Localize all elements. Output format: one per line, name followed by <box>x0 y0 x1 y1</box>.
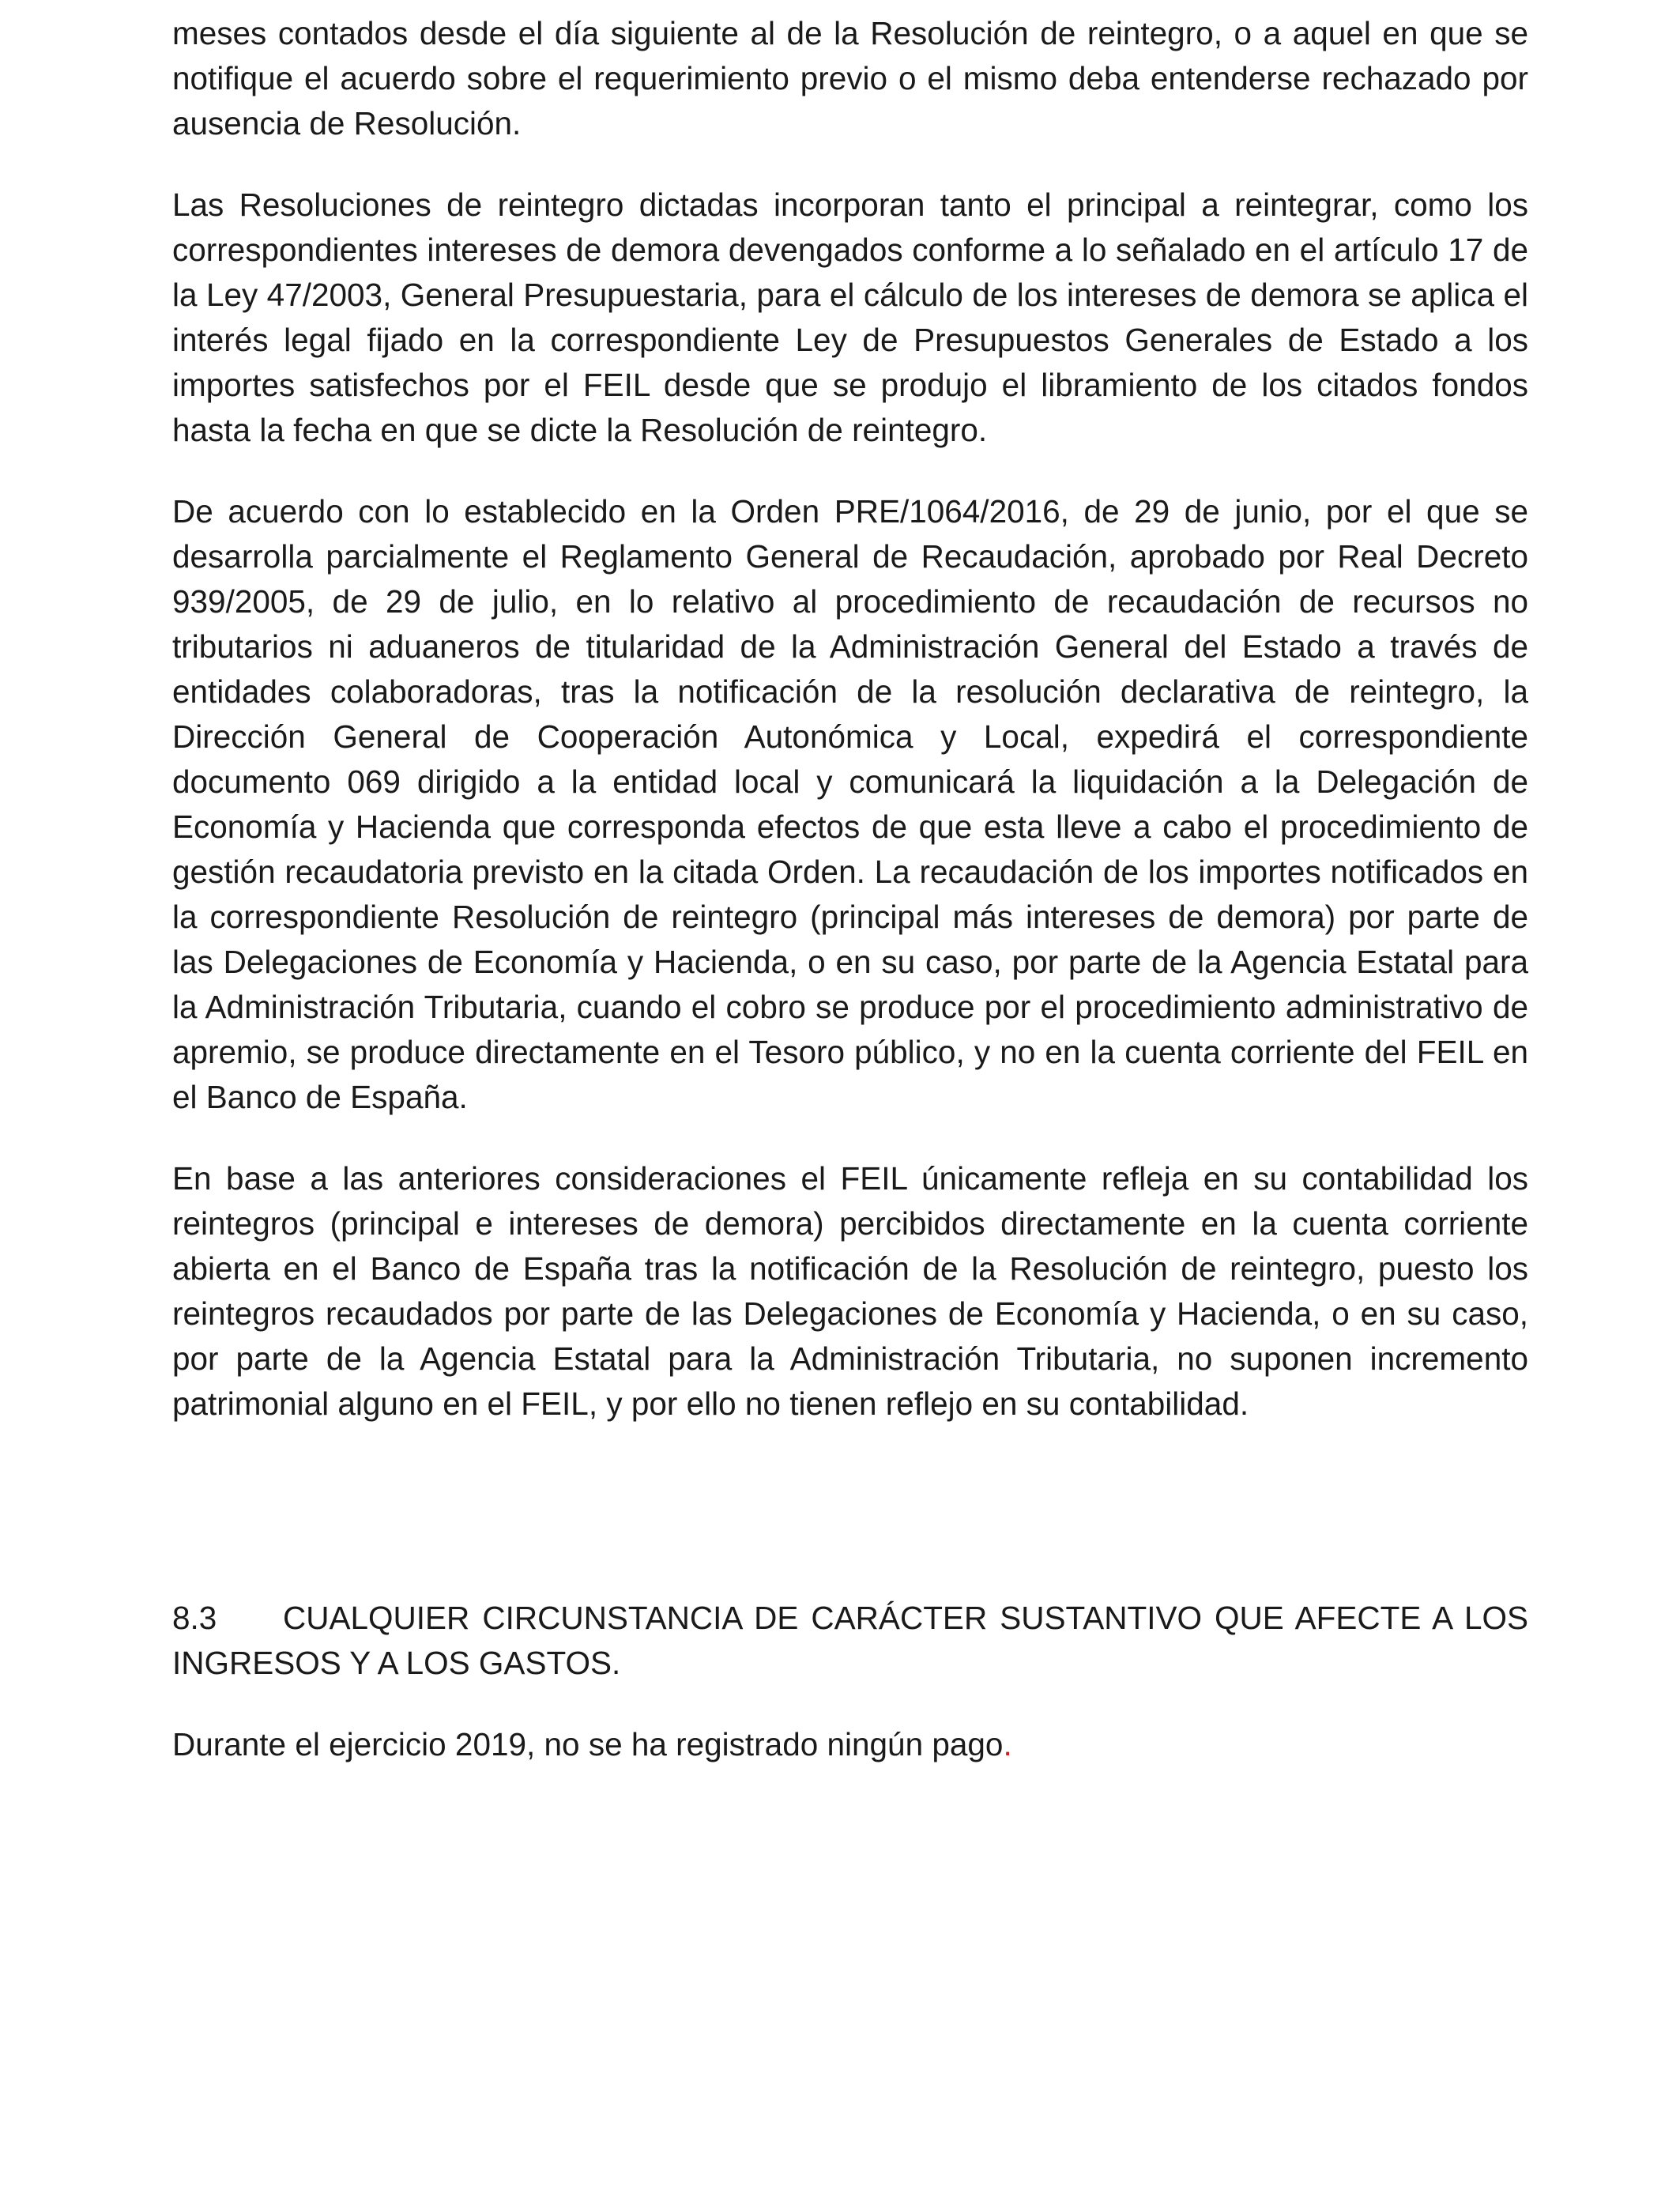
paragraph-orden-pre: De acuerdo con lo establecido en la Orden PRE/1064/2016, de 29 de junio, por el que se desarrolla parcialmente el Reglamento General de Recaudación, aprobado por Real Decreto 939/2005, de 29 de julio, en lo relativo al procedimiento de recaudación de recursos no tributarios ni aduaneros de titularidad de la Administración General del Estado a través de entidades colaboradoras, tras la notificación de la resolución declarativa de reintegro, la Dirección General de Cooperación Autonómica y Local, expedirá el correspondiente documento 069 dirigido a la entidad local y comunicará la liquidación a la Delegación de Economía y Hacienda que corresponda efectos de que esta lleve a cabo el procedimiento de gestión recaudatoria previsto en la citada Orden. La recaudación de los importes notificados en la correspondiente Resolución de reintegro (principal más intereses de demora) por parte de las Delegaciones de Economía y Hacienda, o en su caso, por parte de la Agencia Estatal para la Administración Tributaria, cuando el cobro se produce por el procedimiento administrativo de apremio, se produce directamente en el Tesoro público, y no en la cuenta corriente del FEIL en el Banco de España. <box>172 493 1528 1115</box>
final-period-mark: . <box>1003 1726 1012 1762</box>
section-title: CUALQUIER CIRCUNSTANCIA DE CARÁCTER SUSTANTIVO QUE AFECTE A LOS INGRESOS Y A LOS GASTOS. <box>172 1600 1528 1681</box>
section-heading <box>172 1596 1528 1686</box>
document-body <box>172 11 1528 1767</box>
final-statement <box>172 1722 1528 1767</box>
paragraph-intereses-demora: Las Resoluciones de reintegro dictadas incorporan tanto el principal a reintegrar, como los correspondientes intereses de demora devengados conforme a lo señalado en el artículo 17 de la Ley 47/2003, General Presupuestaria, para el cálculo de los intereses de demora se aplica el interés legal fijado en la correspondiente Ley de Presupuestos Generales de Estado a los importes satisfechos por el FEIL desde que se produjo el libramiento de los citados fondos hasta la fecha en que se dicte la Resolución de reintegro. <box>172 187 1528 448</box>
final-sentence: Durante el ejercicio 2019, no se ha registrado ningún pago <box>172 1726 1004 1762</box>
paragraph-reintegro-plazo: meses contados desde el día siguiente al de la Resolución de reintegro, o a aquel en que se notifique el acuerdo sobre el requerimiento previo o el mismo deba entenderse rechazado por ausencia de Resolución. <box>172 15 1528 141</box>
section-number: 8.3 <box>172 1600 217 1636</box>
paragraph-contabilidad-feil: En base a las anteriores consideraciones el FEIL únicamente refleja en su contabilidad los reintegros (principal e intereses de demora) percibidos directamente en la cuenta corriente abierta en el Banco de España tras la notificación de la Resolución de reintegro, puesto los reintegros recaudados por parte de las Delegaciones de Economía y Hacienda, o en su caso, por parte de la Agencia Estatal para la Administración Tributaria, no suponen incremento patrimonial alguno en el FEIL, y por ello no tienen reflejo en su contabilidad. <box>172 1160 1528 1422</box>
